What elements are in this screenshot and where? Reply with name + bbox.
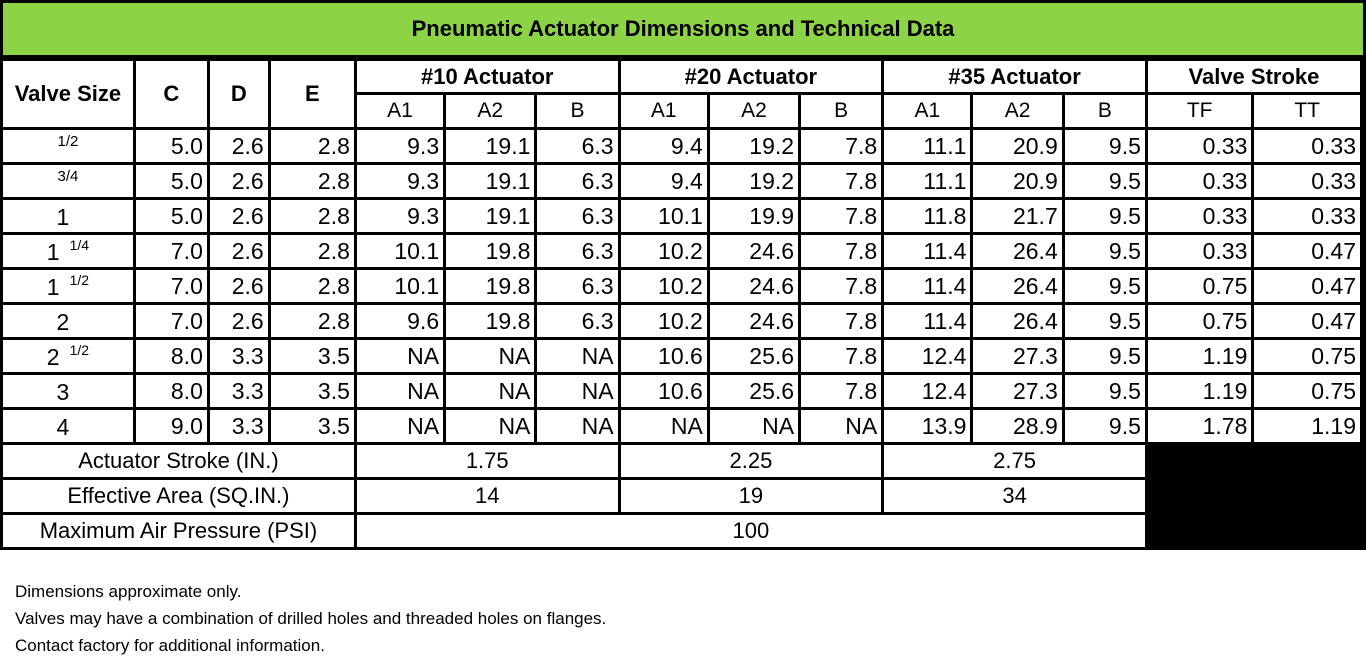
a20-b-cell: 7.8	[801, 165, 881, 197]
valve-size-cell	[3, 130, 133, 162]
a20-a2-cell: 24.6	[710, 235, 798, 267]
a35-b-cell: 9.5	[1065, 270, 1145, 302]
a35-b-cell: 9.5	[1065, 410, 1145, 442]
a35-b-cell: 9.5	[1065, 130, 1145, 162]
a10-a2-cell: NA	[446, 340, 534, 372]
dim-e-cell: 3.5	[271, 375, 354, 407]
header-d: D	[210, 61, 268, 127]
header-valve-size: Valve Size	[3, 61, 133, 127]
valve-size-cell	[3, 165, 133, 197]
valve-size-whole: 1	[56, 203, 70, 230]
effective-area-label: Effective Area (SQ.IN.)	[3, 480, 354, 512]
table-row	[3, 270, 1360, 302]
a20-a2-cell: 19.2	[710, 130, 798, 162]
valve-size-whole: 2	[46, 343, 60, 370]
note-line: Dimensions approximate only.	[15, 582, 242, 601]
dim-e-cell: 2.8	[271, 165, 354, 197]
a10-b-cell: 6.3	[537, 305, 617, 337]
valve-size-whole: 4	[56, 413, 70, 440]
subheader-tf: TF	[1148, 95, 1251, 127]
stroke-tf-cell: 1.19	[1148, 340, 1251, 372]
a20-a1-cell: NA	[621, 410, 707, 442]
a10-b-cell: 6.3	[537, 165, 617, 197]
dim-c-cell: 9.0	[136, 410, 207, 442]
dim-c-cell: 7.0	[136, 270, 207, 302]
a10-a1-cell: NA	[357, 340, 443, 372]
a20-a1-cell: 10.6	[621, 340, 707, 372]
actuator-stroke-20: 2.25	[621, 445, 882, 477]
a10-a1-cell: 9.3	[357, 200, 443, 232]
a35-a2-cell: 27.3	[973, 375, 1061, 407]
valve-size-whole: 2	[56, 308, 70, 335]
subheader-b: B	[1065, 95, 1145, 127]
a10-b-cell: NA	[537, 375, 617, 407]
stroke-tt-cell: 0.47	[1254, 270, 1360, 302]
valve-size-whole: 3	[56, 378, 70, 405]
a35-b-cell: 9.5	[1065, 375, 1145, 407]
a35-b-cell: 9.5	[1065, 305, 1145, 337]
valve-size-cell	[3, 410, 133, 442]
a20-a2-cell: 25.6	[710, 340, 798, 372]
a10-b-cell: 6.3	[537, 235, 617, 267]
stroke-tt-cell: 0.75	[1254, 375, 1360, 407]
dim-c-cell: 7.0	[136, 235, 207, 267]
a20-a2-cell: 25.6	[710, 375, 798, 407]
dim-c-cell: 8.0	[136, 375, 207, 407]
actuator-stroke-35: 2.75	[884, 445, 1145, 477]
a20-b-cell: 7.8	[801, 130, 881, 162]
a35-a2-cell: 26.4	[973, 270, 1061, 302]
stroke-tf-cell: 0.33	[1148, 165, 1251, 197]
a10-a1-cell: NA	[357, 375, 443, 407]
table-row	[3, 340, 1360, 372]
stroke-tt-cell: 0.47	[1254, 305, 1360, 337]
note-line: Contact factory for additional information.	[15, 636, 325, 655]
stroke-tt-cell: 0.33	[1254, 200, 1360, 232]
a35-a1-cell: 11.4	[884, 305, 970, 337]
dim-d-cell: 3.3	[210, 375, 268, 407]
stroke-tt-cell: 0.47	[1254, 235, 1360, 267]
a10-a2-cell: NA	[446, 375, 534, 407]
a20-b-cell: 7.8	[801, 375, 881, 407]
a20-a1-cell: 10.2	[621, 270, 707, 302]
a10-b-cell: 6.3	[537, 270, 617, 302]
effective-area-35: 34	[884, 480, 1145, 512]
a35-a1-cell: 12.4	[884, 375, 970, 407]
a20-a2-cell: 19.9	[710, 200, 798, 232]
header-e: E	[271, 61, 354, 127]
subheader-tt: TT	[1254, 95, 1360, 127]
subheader-a1: A1	[621, 95, 707, 127]
a10-a2-cell: NA	[446, 410, 534, 442]
valve-size-cell	[3, 235, 133, 267]
a10-a2-cell: 19.8	[446, 270, 534, 302]
a20-a2-cell: 19.2	[710, 165, 798, 197]
valve-size-fraction: 1/4	[69, 236, 90, 253]
dim-d-cell: 2.6	[210, 165, 268, 197]
effective-area-20: 19	[621, 480, 882, 512]
a20-b-cell: 7.8	[801, 305, 881, 337]
dim-d-cell: 2.6	[210, 270, 268, 302]
a35-b-cell: 9.5	[1065, 340, 1145, 372]
valve-size-cell	[3, 305, 133, 337]
table-row	[3, 410, 1360, 442]
a10-a1-cell: 9.3	[357, 165, 443, 197]
header-actuator-10: #10 Actuator	[357, 61, 618, 92]
a20-b-cell: 7.8	[801, 270, 881, 302]
a10-b-cell: 6.3	[537, 200, 617, 232]
valve-size-cell	[3, 200, 133, 232]
dim-c-cell: 5.0	[136, 200, 207, 232]
a20-a1-cell: 9.4	[621, 165, 707, 197]
dim-c-cell: 5.0	[136, 165, 207, 197]
dimensions-table	[0, 58, 1363, 550]
stroke-tf-cell: 0.33	[1148, 235, 1251, 267]
a20-a2-cell: NA	[710, 410, 798, 442]
stroke-tf-cell: 1.19	[1148, 375, 1251, 407]
a10-a1-cell: 9.3	[357, 130, 443, 162]
header-valve-stroke: Valve Stroke	[1148, 61, 1360, 92]
notes	[15, 578, 606, 659]
subheader-a1: A1	[357, 95, 443, 127]
stroke-tf-cell: 0.75	[1148, 305, 1251, 337]
valve-size-cell	[3, 340, 133, 372]
a10-b-cell: NA	[537, 410, 617, 442]
a10-a2-cell: 19.8	[446, 235, 534, 267]
stroke-tt-cell: 0.33	[1254, 130, 1360, 162]
a10-b-cell: 6.3	[537, 130, 617, 162]
blank-block	[1148, 445, 1360, 547]
a35-a2-cell: 28.9	[973, 410, 1061, 442]
dim-e-cell: 2.8	[271, 305, 354, 337]
table-row	[3, 305, 1360, 337]
dim-c-cell: 5.0	[136, 130, 207, 162]
max-pressure-label: Maximum Air Pressure (PSI)	[3, 515, 354, 547]
a35-a2-cell: 26.4	[973, 235, 1061, 267]
valve-size-fraction: 1/2	[69, 341, 90, 358]
header-actuator-35: #35 Actuator	[884, 61, 1145, 92]
valve-size-whole: 1	[46, 273, 60, 300]
dim-e-cell: 2.8	[271, 235, 354, 267]
valve-size-cell	[3, 270, 133, 302]
max-pressure-value: 100	[357, 515, 1145, 547]
a20-b-cell: 7.8	[801, 235, 881, 267]
dim-d-cell: 3.3	[210, 340, 268, 372]
page-title: Pneumatic Actuator Dimensions and Technical Data	[3, 3, 1363, 55]
a35-a2-cell: 21.7	[973, 200, 1061, 232]
a10-a2-cell: 19.8	[446, 305, 534, 337]
a35-a1-cell: 13.9	[884, 410, 970, 442]
stroke-tf-cell: 0.33	[1148, 200, 1251, 232]
dim-d-cell: 2.6	[210, 130, 268, 162]
a20-a1-cell: 10.1	[621, 200, 707, 232]
dim-e-cell: 2.8	[271, 130, 354, 162]
header-c: C	[136, 61, 207, 127]
a20-b-cell: NA	[801, 410, 881, 442]
dim-e-cell: 3.5	[271, 410, 354, 442]
header-actuator-20: #20 Actuator	[621, 61, 882, 92]
actuator-stroke-10: 1.75	[357, 445, 618, 477]
a35-a1-cell: 11.4	[884, 235, 970, 267]
actuator-stroke-label: Actuator Stroke (IN.)	[3, 445, 354, 477]
a20-a2-cell: 24.6	[710, 305, 798, 337]
a35-b-cell: 9.5	[1065, 200, 1145, 232]
a35-a1-cell: 11.4	[884, 270, 970, 302]
subheader-b: B	[537, 95, 617, 127]
stroke-tf-cell: 0.33	[1148, 130, 1251, 162]
a35-a2-cell: 20.9	[973, 165, 1061, 197]
table-row	[3, 375, 1360, 407]
a35-b-cell: 9.5	[1065, 165, 1145, 197]
a35-b-cell: 9.5	[1065, 235, 1145, 267]
dim-c-cell: 8.0	[136, 340, 207, 372]
dim-d-cell: 2.6	[210, 235, 268, 267]
dim-d-cell: 2.6	[210, 305, 268, 337]
a20-a1-cell: 10.2	[621, 305, 707, 337]
a10-a2-cell: 19.1	[446, 165, 534, 197]
effective-area-10: 14	[357, 480, 618, 512]
dim-e-cell: 3.5	[271, 340, 354, 372]
dim-e-cell: 2.8	[271, 200, 354, 232]
dim-c-cell: 7.0	[136, 305, 207, 337]
stroke-tt-cell: 0.33	[1254, 165, 1360, 197]
a20-b-cell: 7.8	[801, 340, 881, 372]
a10-a1-cell: NA	[357, 410, 443, 442]
a35-a2-cell: 27.3	[973, 340, 1061, 372]
subheader-b: B	[801, 95, 881, 127]
table-row	[3, 165, 1360, 197]
stroke-tf-cell: 1.78	[1148, 410, 1251, 442]
valve-size-fraction: 1/2	[57, 132, 79, 150]
table-row	[3, 235, 1360, 267]
subheader-a1: A1	[884, 95, 970, 127]
valve-size-fraction: 3/4	[57, 167, 79, 185]
a35-a1-cell: 11.1	[884, 165, 970, 197]
stroke-tt-cell: 1.19	[1254, 410, 1360, 442]
valve-size-cell	[3, 375, 133, 407]
a10-a1-cell: 10.1	[357, 270, 443, 302]
dim-d-cell: 3.3	[210, 410, 268, 442]
a20-a1-cell: 10.6	[621, 375, 707, 407]
a35-a2-cell: 26.4	[973, 305, 1061, 337]
note-line: Valves may have a combination of drilled holes and threaded holes on flanges.	[15, 609, 607, 628]
a10-a2-cell: 19.1	[446, 200, 534, 232]
a10-a2-cell: 19.1	[446, 130, 534, 162]
valve-size-whole: 1	[46, 238, 60, 265]
a35-a1-cell: 11.1	[884, 130, 970, 162]
stroke-tf-cell: 0.75	[1148, 270, 1251, 302]
a20-a1-cell: 9.4	[621, 130, 707, 162]
a35-a1-cell: 11.8	[884, 200, 970, 232]
subheader-a2: A2	[710, 95, 798, 127]
table-row	[3, 200, 1360, 232]
a35-a2-cell: 20.9	[973, 130, 1061, 162]
a10-b-cell: NA	[537, 340, 617, 372]
valve-size-fraction: 1/2	[69, 271, 90, 288]
dim-e-cell: 2.8	[271, 270, 354, 302]
a20-a1-cell: 10.2	[621, 235, 707, 267]
dim-d-cell: 2.6	[210, 200, 268, 232]
stroke-tt-cell: 0.75	[1254, 340, 1360, 372]
subheader-a2: A2	[973, 95, 1061, 127]
table-row	[3, 130, 1360, 162]
a20-b-cell: 7.8	[801, 200, 881, 232]
subheader-a2: A2	[446, 95, 534, 127]
a35-a1-cell: 12.4	[884, 340, 970, 372]
a10-a1-cell: 10.1	[357, 235, 443, 267]
a10-a1-cell: 9.6	[357, 305, 443, 337]
a20-a2-cell: 24.6	[710, 270, 798, 302]
